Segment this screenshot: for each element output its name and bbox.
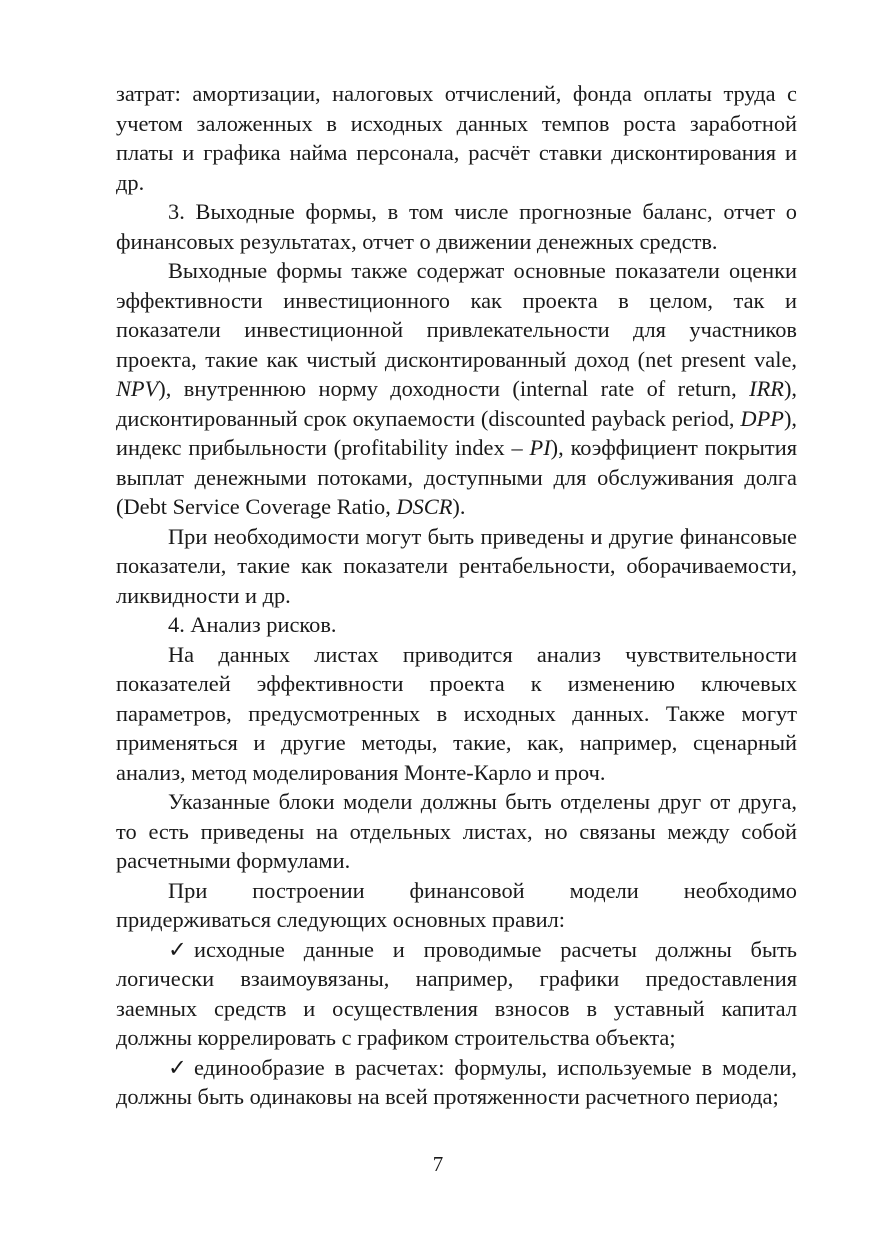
dpp-term: DPP [740,405,784,431]
paragraph-6: На данных листах приводится анализ чувствительности показателей эффективности проекта к изменению ключевых параметров, предусмотренных в исходных данных. Также могут применяться и другие методы, такие, как, например, сценарный анализ, метод моделирования Монте-Карло и проч. [116,641,797,785]
paragraph-3 [116,256,797,522]
paragraph-7: Указанные блоки модели должны быть отделены друг от друга, то есть приведены на отдельных листах, но связаны между собой расчетными формулами. [116,789,797,873]
pi-term: PI [529,435,551,460]
paragraph-5: 4. Анализ рисков. [168,612,337,637]
checkmark-icon: ✓ [168,1054,187,1080]
page-number: 7 [432,1152,444,1176]
paragraph-3-text-2: ), внутреннюю норму доходности (internal rate of return, [158,376,750,401]
paragraph-1: затрат: амортизации, налоговых отчислений, фонда оплаты труда с учетом заложенных в исходных данных темпов роста заработной платы и графика найма персонала, расчёт ставки дисконтирования и др. [116,81,797,195]
irr-term: IRR [749,376,784,401]
bullet-item-2-text: единообразие в расчетах: формулы, используемые в модели, должны быть одинаковы на всей протяженности расчетного периода; [116,1054,797,1109]
paragraph-3-text-4: ), индекс прибыльности (profitability index – [116,405,797,460]
page-body [116,79,797,1112]
paragraph-3-text-1: Выходные формы также содержат основные показатели оценки эффективности инвестиционного как проекта в целом, так и показатели инвестиционной привлекательности для участников проекта, такие как чистый дисконтированный доход (net present vale, [116,258,797,372]
bullet-item-2 [116,1053,797,1112]
paragraph-3-text-5: ), коэффициент покрытия выплат денежными потоками, доступными для обслуживания долга (Debt Service Coverage Ratio, [116,435,797,519]
paragraph-3-text-6: ). [452,494,466,519]
bullet-item-1 [116,935,797,1053]
bullet-item-1-text: исходные данные и проводимые расчеты должны быть логически взаимоувязаны, например, графики предоставления заемных средств и осуществления взносов в уставный капитал должны коррелировать с графиком строительства объекта; [116,936,797,1050]
dscr-term: DSCR [396,494,453,519]
checkmark-icon: ✓ [168,936,187,962]
paragraph-3-text-3: ), дисконтированный срок окупаемости (discounted payback period, [116,376,797,431]
paragraph-8: При построении финансовой модели необходимо придерживаться следующих основных правил: [116,877,797,932]
paragraph-2: 3. Выходные формы, в том числе прогнозные баланс, отчет о финансовых результатах, отчет о движении денежных средств. [116,199,797,254]
paragraph-4: При необходимости могут быть приведены и другие финансовые показатели, такие как показатели рентабельности, оборачиваемости, ликвидности и др. [116,523,797,608]
npv-term: NPV [116,376,159,401]
